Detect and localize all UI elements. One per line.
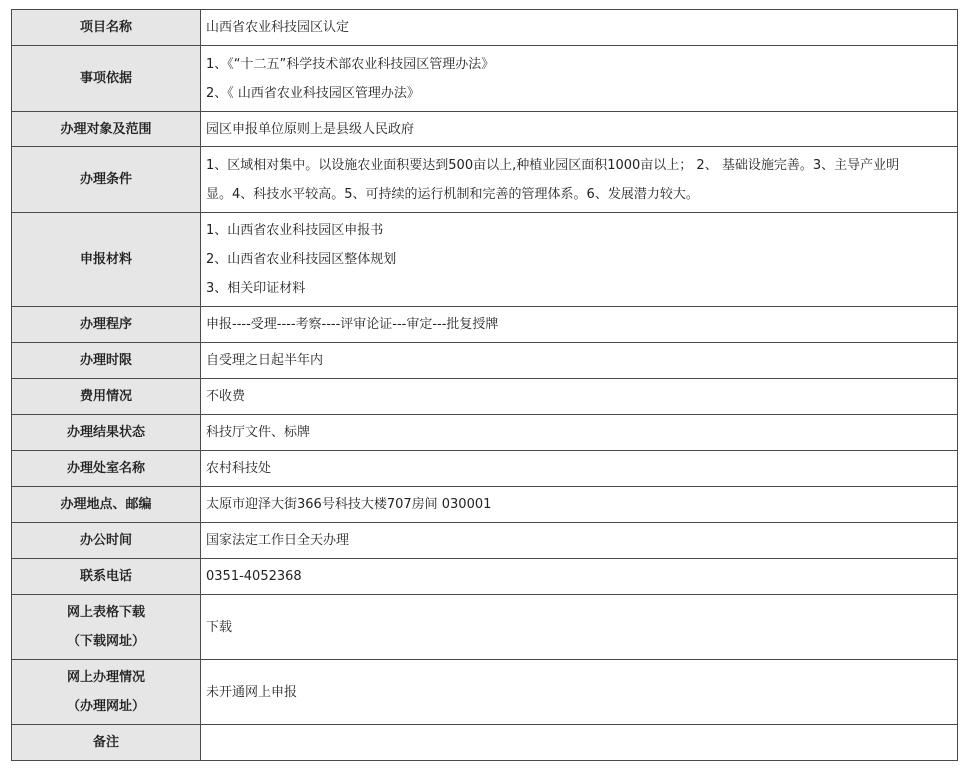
value-line: 园区申报单位原则上是县级人民政府 (206, 121, 415, 137)
label-line: 办理地点、邮编 (60, 497, 152, 512)
value-line: 0351-4052368 (206, 569, 302, 584)
row-value (201, 415, 958, 451)
table-row (12, 595, 958, 660)
row-value (201, 660, 958, 725)
row-label (12, 487, 201, 523)
label-line: 办理条件 (79, 172, 132, 187)
download-link[interactable]: 下载 (206, 619, 233, 635)
label-line: 费用情况 (79, 389, 132, 404)
label-line: 办理时限 (79, 353, 132, 368)
table-row (12, 559, 958, 595)
value-line: 显。4、科技水平较高。5、可持续的运行机制和完善的管理体系。6、发展潜力较大。 (206, 186, 699, 202)
row-label (12, 379, 201, 415)
value-line: 不收费 (206, 389, 246, 404)
info-table (11, 9, 958, 761)
table-row (12, 451, 958, 487)
label-line: 项目名称 (79, 20, 132, 35)
table-row (12, 487, 958, 523)
label-line: 备注 (92, 735, 119, 750)
table-row (12, 10, 958, 46)
value-line: 1、山西省农业科技园区申报书 (206, 223, 384, 238)
row-value (201, 725, 958, 761)
row-label (12, 112, 201, 147)
row-value (201, 523, 958, 559)
value-line: 申报----受理----考察----评审论证---审定---批复授牌 (206, 317, 499, 332)
row-value (201, 213, 958, 307)
label-line: 办理处室名称 (66, 461, 145, 476)
row-label (12, 213, 201, 307)
row-value (201, 451, 958, 487)
row-label (12, 307, 201, 343)
label-line: 办理对象及范围 (60, 121, 152, 137)
value-line: 3、相关印证材料 (206, 281, 306, 296)
table-row (12, 523, 958, 559)
row-value (201, 595, 958, 660)
table-row (12, 379, 958, 415)
table-row (12, 112, 958, 147)
value-line: 农村科技处 (206, 461, 272, 476)
table-row (12, 307, 958, 343)
table-row (12, 147, 958, 213)
label-line: 申报材料 (79, 252, 132, 267)
row-label (12, 46, 201, 112)
table-row (12, 343, 958, 379)
row-value (201, 46, 958, 112)
row-value (201, 147, 958, 213)
label-line: 网上表格下载 (66, 605, 145, 620)
table-row (12, 213, 958, 307)
label-line: 网上办理情况 (66, 670, 145, 685)
value-line: 2、《 山西省农业科技园区管理办法》 (206, 85, 420, 101)
row-label (12, 451, 201, 487)
row-label (12, 10, 201, 46)
row-label (12, 660, 201, 725)
row-value (201, 559, 958, 595)
label-line: 办理程序 (79, 317, 132, 332)
value-line: 未开通网上申报 (206, 684, 298, 700)
row-label (12, 559, 201, 595)
row-value (201, 10, 958, 46)
value-line: 自受理之日起半年内 (206, 353, 324, 368)
row-value (201, 487, 958, 523)
value-line: 国家法定工作日全天办理 (206, 533, 350, 548)
row-value (201, 379, 958, 415)
row-value (201, 112, 958, 147)
row-label (12, 343, 201, 379)
row-label (12, 147, 201, 213)
value-line: 1、区域相对集中。以设施农业面积要达到500亩以上,种植业园区面积1000亩以上； 2、 基础设施完善。3、主导产业明 (206, 157, 900, 173)
label-line: 办公时间 (79, 533, 132, 548)
label-line: 办理结果状态 (66, 425, 145, 440)
table-row (12, 725, 958, 761)
value-line: 2、山西省农业科技园区整体规划 (206, 252, 397, 267)
value-line: 1、《“十二五”科学技术部农业科技园区管理办法》 (206, 56, 495, 72)
label-line: 联系电话 (79, 569, 132, 584)
label-line: 事项依据 (79, 71, 132, 86)
value-line: 科技厅文件、标牌 (206, 425, 311, 440)
row-label (12, 595, 201, 660)
value-line: 太原市迎泽大街366号科技大楼707房间 030001 (206, 497, 492, 512)
label-line: （下载网址） (66, 634, 145, 649)
table-row (12, 46, 958, 112)
label-line: （办理网址） (66, 699, 145, 714)
table-row (12, 415, 958, 451)
value-line: 山西省农业科技园区认定 (206, 20, 350, 35)
row-label (12, 725, 201, 761)
row-value (201, 343, 958, 379)
row-label (12, 415, 201, 451)
table-row (12, 660, 958, 725)
row-value (201, 307, 958, 343)
row-label (12, 523, 201, 559)
